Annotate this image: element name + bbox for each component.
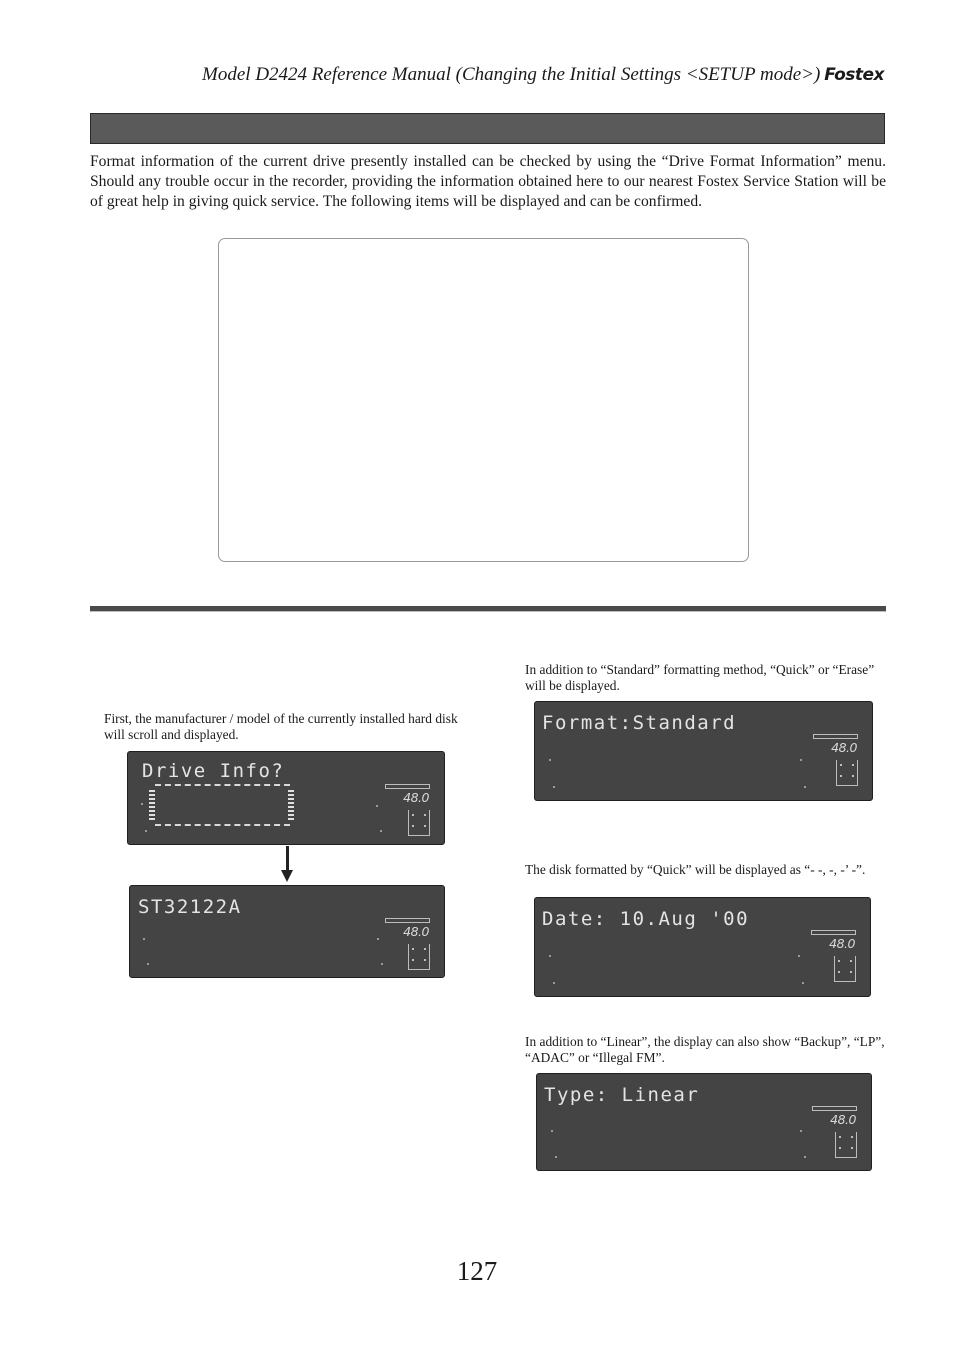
lcd-dot — [147, 963, 149, 965]
lcd-dot — [800, 759, 802, 761]
lcd-text: Format:Standard — [542, 712, 737, 734]
lcd-text: Type: Linear — [544, 1084, 700, 1106]
sample-rate-bar — [385, 784, 430, 789]
header-title: Model D2424 Reference Manual (Changing the Initial Settings <SETUP mode>) — [202, 64, 821, 85]
lcd-display-date — [534, 897, 871, 997]
channel-indicator-icon — [836, 760, 858, 786]
lcd-dot — [376, 805, 378, 807]
scroll-cursor-frame — [155, 784, 290, 826]
cursor-bar-right — [288, 790, 294, 820]
format-caption: In addition to “Standard” formatting method, “Quick” or “Erase” will be displayed. — [525, 662, 875, 693]
lcd-dot — [802, 982, 804, 984]
lcd-dot — [804, 1156, 806, 1158]
lcd-dot — [553, 982, 555, 984]
channel-indicator-icon — [408, 810, 430, 836]
sample-rate-bar — [813, 734, 858, 739]
lcd-display-format — [534, 701, 873, 801]
sample-rate-indicator: 48.0 — [831, 740, 857, 755]
channel-indicator-icon — [834, 956, 856, 982]
sample-rate-bar — [812, 1106, 857, 1111]
page-number: 127 — [456, 1256, 498, 1286]
lcd-dot — [145, 830, 147, 832]
fostex-logo: Fostex — [824, 65, 884, 85]
lcd-dot — [549, 759, 551, 761]
sample-rate-bar — [385, 918, 430, 923]
lcd-text: Date: 10.Aug '00 — [542, 908, 750, 930]
date-caption: The disk formatted by “Quick” will be displayed as “- -, -, -’ -”. — [525, 862, 866, 877]
lcd-dot — [804, 786, 806, 788]
lcd-dot — [141, 803, 143, 805]
sample-rate-bar — [811, 930, 856, 935]
running-header — [0, 64, 884, 86]
channel-indicator-icon — [408, 944, 430, 970]
arrow-head-icon — [281, 870, 293, 882]
sample-rate-indicator: 48.0 — [830, 1112, 856, 1127]
drive-info-caption: First, the manufacturer / model of the currently installed hard disk will scroll and displayed. — [104, 711, 458, 742]
lcd-text: Drive Info? — [142, 760, 285, 782]
lcd-dot — [555, 1156, 557, 1158]
lcd-dot — [143, 938, 145, 940]
lcd-dot — [553, 786, 555, 788]
lcd-dot — [377, 938, 379, 940]
cursor-bar-left — [149, 790, 155, 820]
lcd-display-type — [536, 1073, 872, 1171]
lcd-dot — [380, 830, 382, 832]
type-caption: In addition to “Linear”, the display can also show “Backup”, “LP”, “ADAC” or “Illegal FM”. — [525, 1034, 885, 1065]
lcd-display-drive-info — [127, 751, 445, 845]
section-divider — [90, 606, 886, 612]
section-title-bar — [90, 113, 885, 144]
lcd-dot — [800, 1130, 802, 1132]
sample-rate-indicator: 48.0 — [829, 936, 855, 951]
lcd-dot — [381, 963, 383, 965]
lcd-text: ST32122A — [138, 896, 242, 918]
lcd-display-model — [129, 885, 445, 978]
lcd-dot — [551, 1130, 553, 1132]
sample-rate-indicator: 48.0 — [403, 790, 429, 805]
channel-indicator-icon — [835, 1132, 857, 1158]
lcd-dot — [798, 955, 800, 957]
lcd-dot — [549, 955, 551, 957]
intro-paragraph: Format information of the current drive presently installed can be checked by using the “Drive Format Information” menu. Should any trouble occur in the recorder, providing the information obtained here to our nearest Fostex Service Station will be of great help in giving quick service. The following items will be displayed and can be confirmed. — [90, 153, 886, 210]
info-items-box — [218, 238, 749, 562]
sample-rate-indicator: 48.0 — [403, 924, 429, 939]
